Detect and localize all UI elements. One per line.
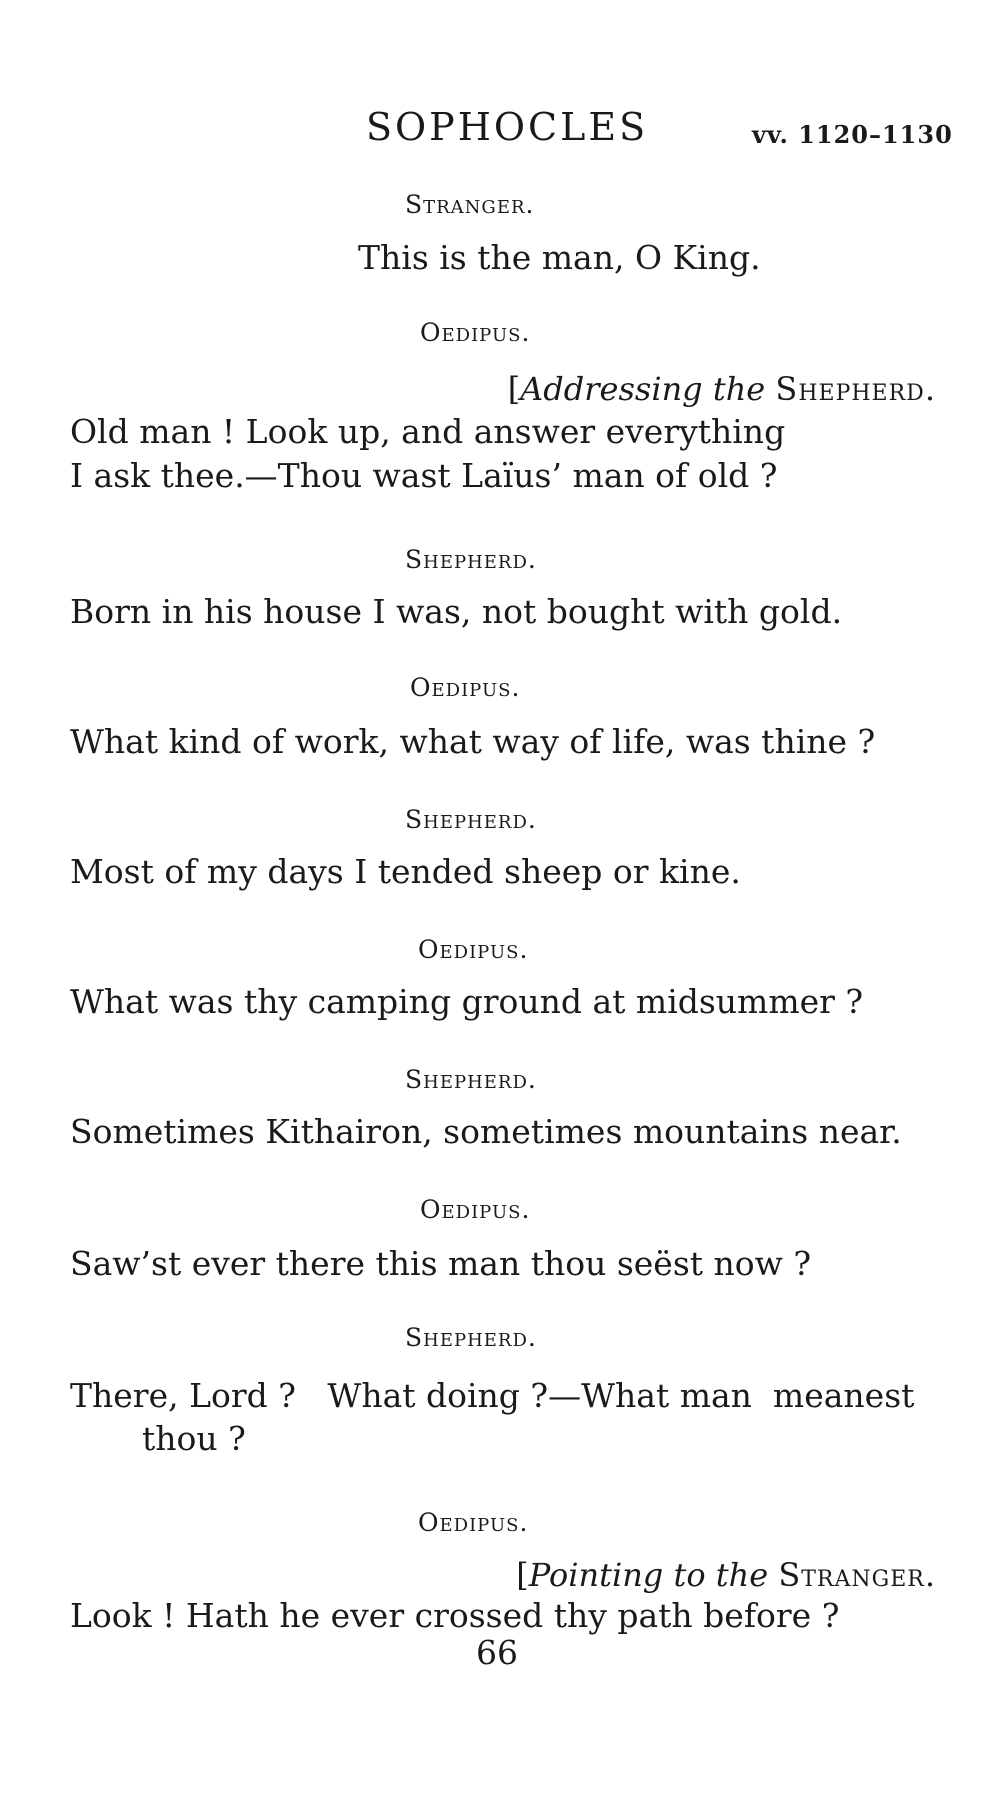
speaker-name: Shepherd.	[405, 545, 537, 574]
stage-italic: Addressing the	[520, 370, 766, 408]
verse-line: thou ?	[142, 1419, 246, 1458]
stage-character: Shepherd.	[775, 370, 936, 408]
verse-line: There, Lord ? What doing ?—What man meanest	[70, 1376, 915, 1415]
stage-direction	[508, 370, 936, 408]
verse-line: Sometimes Kithairon, sometimes mountains near.	[70, 1112, 902, 1151]
page-number: 66	[476, 1633, 518, 1672]
stage-italic: Pointing to the	[528, 1556, 769, 1594]
speaker-name: Shepherd.	[405, 805, 537, 834]
speaker-name: Oedipus.	[420, 1195, 531, 1224]
speaker-name: Shepherd.	[405, 1065, 537, 1094]
verse-line: This is the man, O King.	[358, 238, 761, 277]
verse-line: What was thy camping ground at midsummer ?	[70, 982, 864, 1021]
verse-line: Most of my days I tended sheep or kine.	[70, 852, 741, 891]
speaker-name: Oedipus.	[418, 1508, 529, 1537]
speaker-name: Oedipus.	[418, 935, 529, 964]
verse-line: What kind of work, what way of life, was thine ?	[70, 722, 876, 761]
speaker-name: Oedipus.	[420, 318, 531, 347]
line-numbers: vv. 1120–1130	[752, 120, 953, 149]
speaker-name: Stranger.	[405, 190, 535, 219]
running-title: SOPHOCLES	[366, 105, 649, 149]
stage-character: Stranger.	[778, 1556, 936, 1594]
speaker-name: Oedipus.	[410, 673, 521, 702]
speaker-name: Shepherd.	[405, 1323, 537, 1352]
verse-line: Old man ! Look up, and answer everything	[70, 412, 786, 451]
stage-bracket: [	[507, 370, 521, 408]
verse-line: Born in his house I was, not bought with gold.	[70, 592, 843, 631]
verse-line: I ask thee.—Thou wast Laïus’ man of old ?	[70, 456, 778, 495]
verse-line: Look ! Hath he ever crossed thy path before ?	[70, 1596, 840, 1635]
stage-bracket: [	[516, 1556, 529, 1594]
stage-direction	[516, 1556, 936, 1594]
verse-line: Saw’st ever there this man thou seëst now ?	[70, 1244, 812, 1283]
